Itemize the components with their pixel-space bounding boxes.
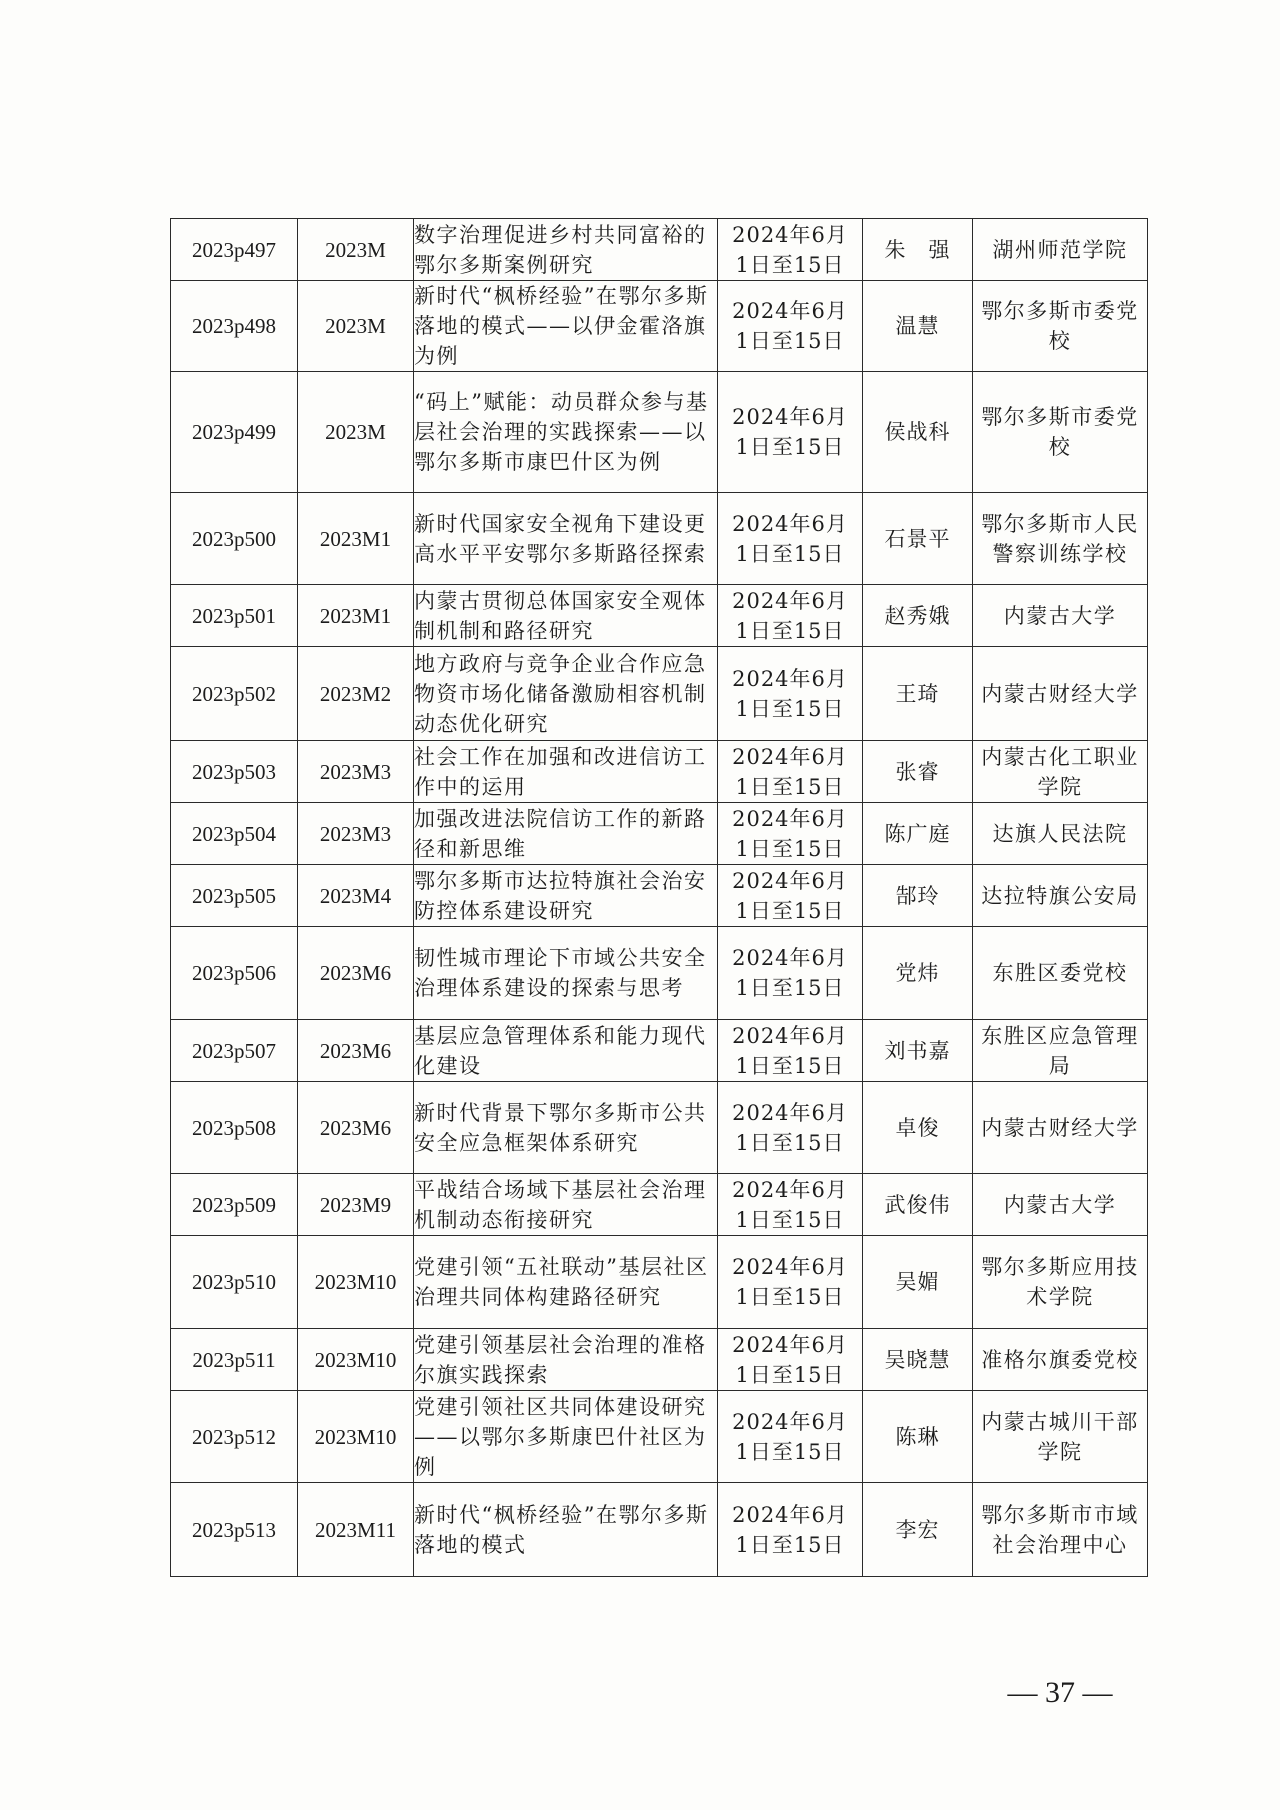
organization-cell: 内蒙古化工职业学院 — [973, 741, 1148, 803]
leader-name-cell: 武俊伟 — [863, 1174, 973, 1236]
leader-name-cell: 吴媚 — [863, 1236, 973, 1329]
leader-name-cell: 卓俊 — [863, 1082, 973, 1174]
category-code-cell: 2023M4 — [298, 865, 414, 927]
table-row — [171, 585, 1148, 647]
category-code-cell: 2023M6 — [298, 927, 414, 1020]
project-code-cell: 2023p506 — [171, 927, 298, 1020]
project-code-cell: 2023p503 — [171, 741, 298, 803]
organization-cell: 湖州师范学院 — [973, 219, 1148, 281]
category-code-cell: 2023M1 — [298, 493, 414, 585]
schedule-date-cell: 2024年6月 1日至15日 — [718, 803, 863, 865]
project-code-cell: 2023p504 — [171, 803, 298, 865]
category-code-cell: 2023M10 — [298, 1391, 414, 1483]
category-code-cell: 2023M — [298, 372, 414, 493]
project-title-cell: 地方政府与竞争企业合作应急物资市场化储备激励相容机制动态优化研究 — [414, 647, 718, 741]
organization-cell: 内蒙古城川干部学院 — [973, 1391, 1148, 1483]
table-row — [171, 219, 1148, 281]
table-row — [171, 741, 1148, 803]
category-code-cell: 2023M10 — [298, 1329, 414, 1391]
table-row — [171, 1391, 1148, 1483]
schedule-date-cell: 2024年6月 1日至15日 — [718, 1329, 863, 1391]
project-code-cell: 2023p512 — [171, 1391, 298, 1483]
schedule-date-cell: 2024年6月 1日至15日 — [718, 1082, 863, 1174]
project-title-cell: 新时代国家安全视角下建设更高水平平安鄂尔多斯路径探索 — [414, 493, 718, 585]
table-row — [171, 1483, 1148, 1577]
project-code-cell: 2023p499 — [171, 372, 298, 493]
schedule-date-cell: 2024年6月 1日至15日 — [718, 1236, 863, 1329]
organization-cell: 达旗人民法院 — [973, 803, 1148, 865]
table-row — [171, 647, 1148, 741]
project-title-cell: 新时代“枫桥经验”在鄂尔多斯落地的模式 — [414, 1483, 718, 1577]
leader-name-cell: 陈琳 — [863, 1391, 973, 1483]
organization-cell: 鄂尔多斯市市域社会治理中心 — [973, 1483, 1148, 1577]
table-row — [171, 493, 1148, 585]
leader-name-cell: 侯战科 — [863, 372, 973, 493]
project-title-cell: 社会工作在加强和改进信访工作中的运用 — [414, 741, 718, 803]
organization-cell: 东胜区应急管理局 — [973, 1020, 1148, 1082]
project-title-cell: 党建引领社区共同体建设研究——以鄂尔多斯康巴什社区为例 — [414, 1391, 718, 1483]
table-row — [171, 927, 1148, 1020]
category-code-cell: 2023M — [298, 219, 414, 281]
table-row — [171, 372, 1148, 493]
organization-cell: 鄂尔多斯市委党校 — [973, 281, 1148, 372]
category-code-cell: 2023M11 — [298, 1483, 414, 1577]
project-code-cell: 2023p502 — [171, 647, 298, 741]
table-row — [171, 803, 1148, 865]
project-code-cell: 2023p501 — [171, 585, 298, 647]
leader-name-cell: 陈广庭 — [863, 803, 973, 865]
category-code-cell: 2023M3 — [298, 803, 414, 865]
schedule-date-cell: 2024年6月 1日至15日 — [718, 1391, 863, 1483]
project-code-cell: 2023p497 — [171, 219, 298, 281]
category-code-cell: 2023M10 — [298, 1236, 414, 1329]
schedule-date-cell: 2024年6月 1日至15日 — [718, 281, 863, 372]
organization-cell: 内蒙古大学 — [973, 1174, 1148, 1236]
table-row — [171, 1174, 1148, 1236]
project-title-cell: 鄂尔多斯市达拉特旗社会治安防控体系建设研究 — [414, 865, 718, 927]
leader-name-cell: 赵秀娥 — [863, 585, 973, 647]
organization-cell: 准格尔旗委党校 — [973, 1329, 1148, 1391]
schedule-date-cell: 2024年6月 1日至15日 — [718, 1174, 863, 1236]
schedule-date-cell: 2024年6月 1日至15日 — [718, 741, 863, 803]
table-row — [171, 865, 1148, 927]
project-title-cell: 内蒙古贯彻总体国家安全观体制机制和路径研究 — [414, 585, 718, 647]
project-code-cell: 2023p511 — [171, 1329, 298, 1391]
schedule-date-cell: 2024年6月 1日至15日 — [718, 219, 863, 281]
table-row — [171, 1236, 1148, 1329]
organization-cell: 内蒙古大学 — [973, 585, 1148, 647]
project-title-cell: 基层应急管理体系和能力现代化建设 — [414, 1020, 718, 1082]
project-code-cell: 2023p510 — [171, 1236, 298, 1329]
leader-name-cell: 石景平 — [863, 493, 973, 585]
category-code-cell: 2023M9 — [298, 1174, 414, 1236]
schedule-date-cell: 2024年6月 1日至15日 — [718, 585, 863, 647]
project-code-cell: 2023p509 — [171, 1174, 298, 1236]
project-title-cell: 党建引领“五社联动”基层社区治理共同体构建路径研究 — [414, 1236, 718, 1329]
project-code-cell: 2023p498 — [171, 281, 298, 372]
table-body — [171, 219, 1148, 1577]
leader-name-cell: 温慧 — [863, 281, 973, 372]
leader-name-cell: 张睿 — [863, 741, 973, 803]
page-number: — 37 — — [1007, 1676, 1113, 1709]
leader-name-cell: 党炜 — [863, 927, 973, 1020]
leader-name-cell: 刘书嘉 — [863, 1020, 973, 1082]
leader-name-cell: 郜玲 — [863, 865, 973, 927]
leader-name-cell: 吴晓慧 — [863, 1329, 973, 1391]
project-title-cell: “码上”赋能：动员群众参与基层社会治理的实践探索——以鄂尔多斯市康巴什区为例 — [414, 372, 718, 493]
project-title-cell: 数字治理促进乡村共同富裕的鄂尔多斯案例研究 — [414, 219, 718, 281]
category-code-cell: 2023M6 — [298, 1082, 414, 1174]
organization-cell: 鄂尔多斯市委党校 — [973, 372, 1148, 493]
table-row — [171, 1082, 1148, 1174]
project-title-cell: 韧性城市理论下市域公共安全治理体系建设的探索与思考 — [414, 927, 718, 1020]
schedule-date-cell: 2024年6月 1日至15日 — [718, 372, 863, 493]
project-code-cell: 2023p513 — [171, 1483, 298, 1577]
project-code-cell: 2023p500 — [171, 493, 298, 585]
organization-cell: 鄂尔多斯市人民警察训练学校 — [973, 493, 1148, 585]
table-row — [171, 281, 1148, 372]
organization-cell: 东胜区委党校 — [973, 927, 1148, 1020]
project-code-cell: 2023p508 — [171, 1082, 298, 1174]
table-row — [171, 1020, 1148, 1082]
schedule-date-cell: 2024年6月 1日至15日 — [718, 865, 863, 927]
project-code-cell: 2023p507 — [171, 1020, 298, 1082]
schedule-date-cell: 2024年6月 1日至15日 — [718, 927, 863, 1020]
project-table — [170, 218, 1148, 1577]
organization-cell: 内蒙古财经大学 — [973, 1082, 1148, 1174]
project-title-cell: 加强改进法院信访工作的新路径和新思维 — [414, 803, 718, 865]
schedule-date-cell: 2024年6月 1日至15日 — [718, 1483, 863, 1577]
leader-name-cell: 王琦 — [863, 647, 973, 741]
category-code-cell: 2023M6 — [298, 1020, 414, 1082]
project-title-cell: 新时代“枫桥经验”在鄂尔多斯落地的模式——以伊金霍洛旗为例 — [414, 281, 718, 372]
schedule-date-cell: 2024年6月 1日至15日 — [718, 647, 863, 741]
project-code-cell: 2023p505 — [171, 865, 298, 927]
project-title-cell: 新时代背景下鄂尔多斯市公共安全应急框架体系研究 — [414, 1082, 718, 1174]
table-row — [171, 1329, 1148, 1391]
leader-name-cell: 李宏 — [863, 1483, 973, 1577]
organization-cell: 达拉特旗公安局 — [973, 865, 1148, 927]
schedule-date-cell: 2024年6月 1日至15日 — [718, 1020, 863, 1082]
organization-cell: 鄂尔多斯应用技术学院 — [973, 1236, 1148, 1329]
project-title-cell: 党建引领基层社会治理的准格尔旗实践探索 — [414, 1329, 718, 1391]
project-title-cell: 平战结合场域下基层社会治理机制动态衔接研究 — [414, 1174, 718, 1236]
category-code-cell: 2023M — [298, 281, 414, 372]
leader-name-cell: 朱 强 — [863, 219, 973, 281]
category-code-cell: 2023M1 — [298, 585, 414, 647]
schedule-date-cell: 2024年6月 1日至15日 — [718, 493, 863, 585]
category-code-cell: 2023M3 — [298, 741, 414, 803]
category-code-cell: 2023M2 — [298, 647, 414, 741]
organization-cell: 内蒙古财经大学 — [973, 647, 1148, 741]
